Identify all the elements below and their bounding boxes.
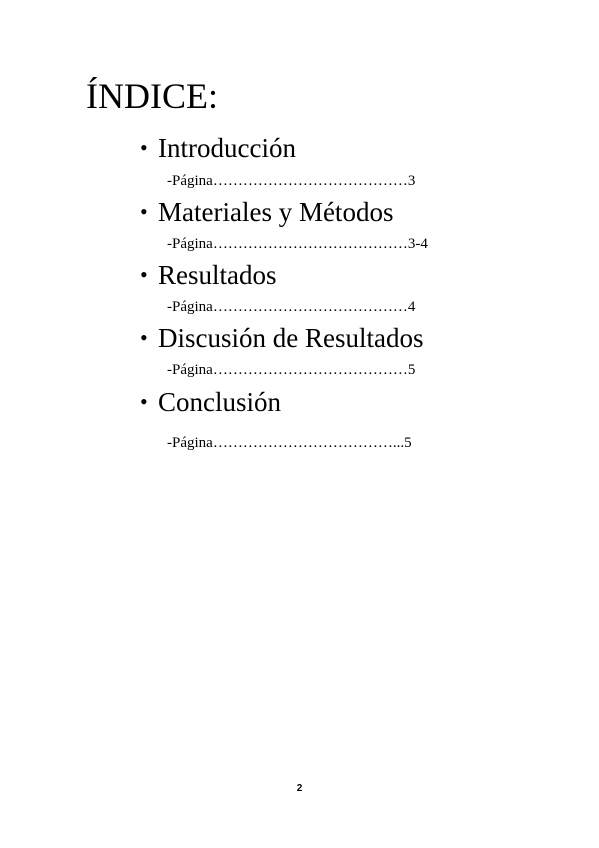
toc-entry-materiales [140,196,428,252]
toc-entry-resultados [140,259,416,315]
toc-entry-conclusion [140,386,412,451]
toc-page-line: -Página…………………………………4 [167,299,416,315]
toc-page-line: -Página………………………………...5 [167,435,412,451]
bullet-icon: • [140,389,148,414]
toc-heading: Materiales y Métodos [158,197,394,227]
toc-page-line: -Página…………………………………3-4 [167,236,428,252]
bullet-icon: • [140,135,148,160]
bullet-icon: • [140,199,148,224]
toc-heading: Conclusión [158,387,282,417]
toc-heading: Resultados [158,260,277,290]
bullet-icon: • [140,325,148,350]
index-title: ÍNDICE: [86,76,218,116]
toc-page-line: -Página…………………………………3 [167,173,416,189]
toc-heading: Discusión de Resultados [158,323,424,353]
bullet-icon: • [140,262,148,287]
toc-heading: Introducción [158,133,296,163]
page-number: 2 [296,783,303,794]
toc-page-line: -Página…………………………………5 [167,362,416,378]
toc-entry-discusion [140,322,424,378]
toc-entry-introduccion [140,132,416,189]
